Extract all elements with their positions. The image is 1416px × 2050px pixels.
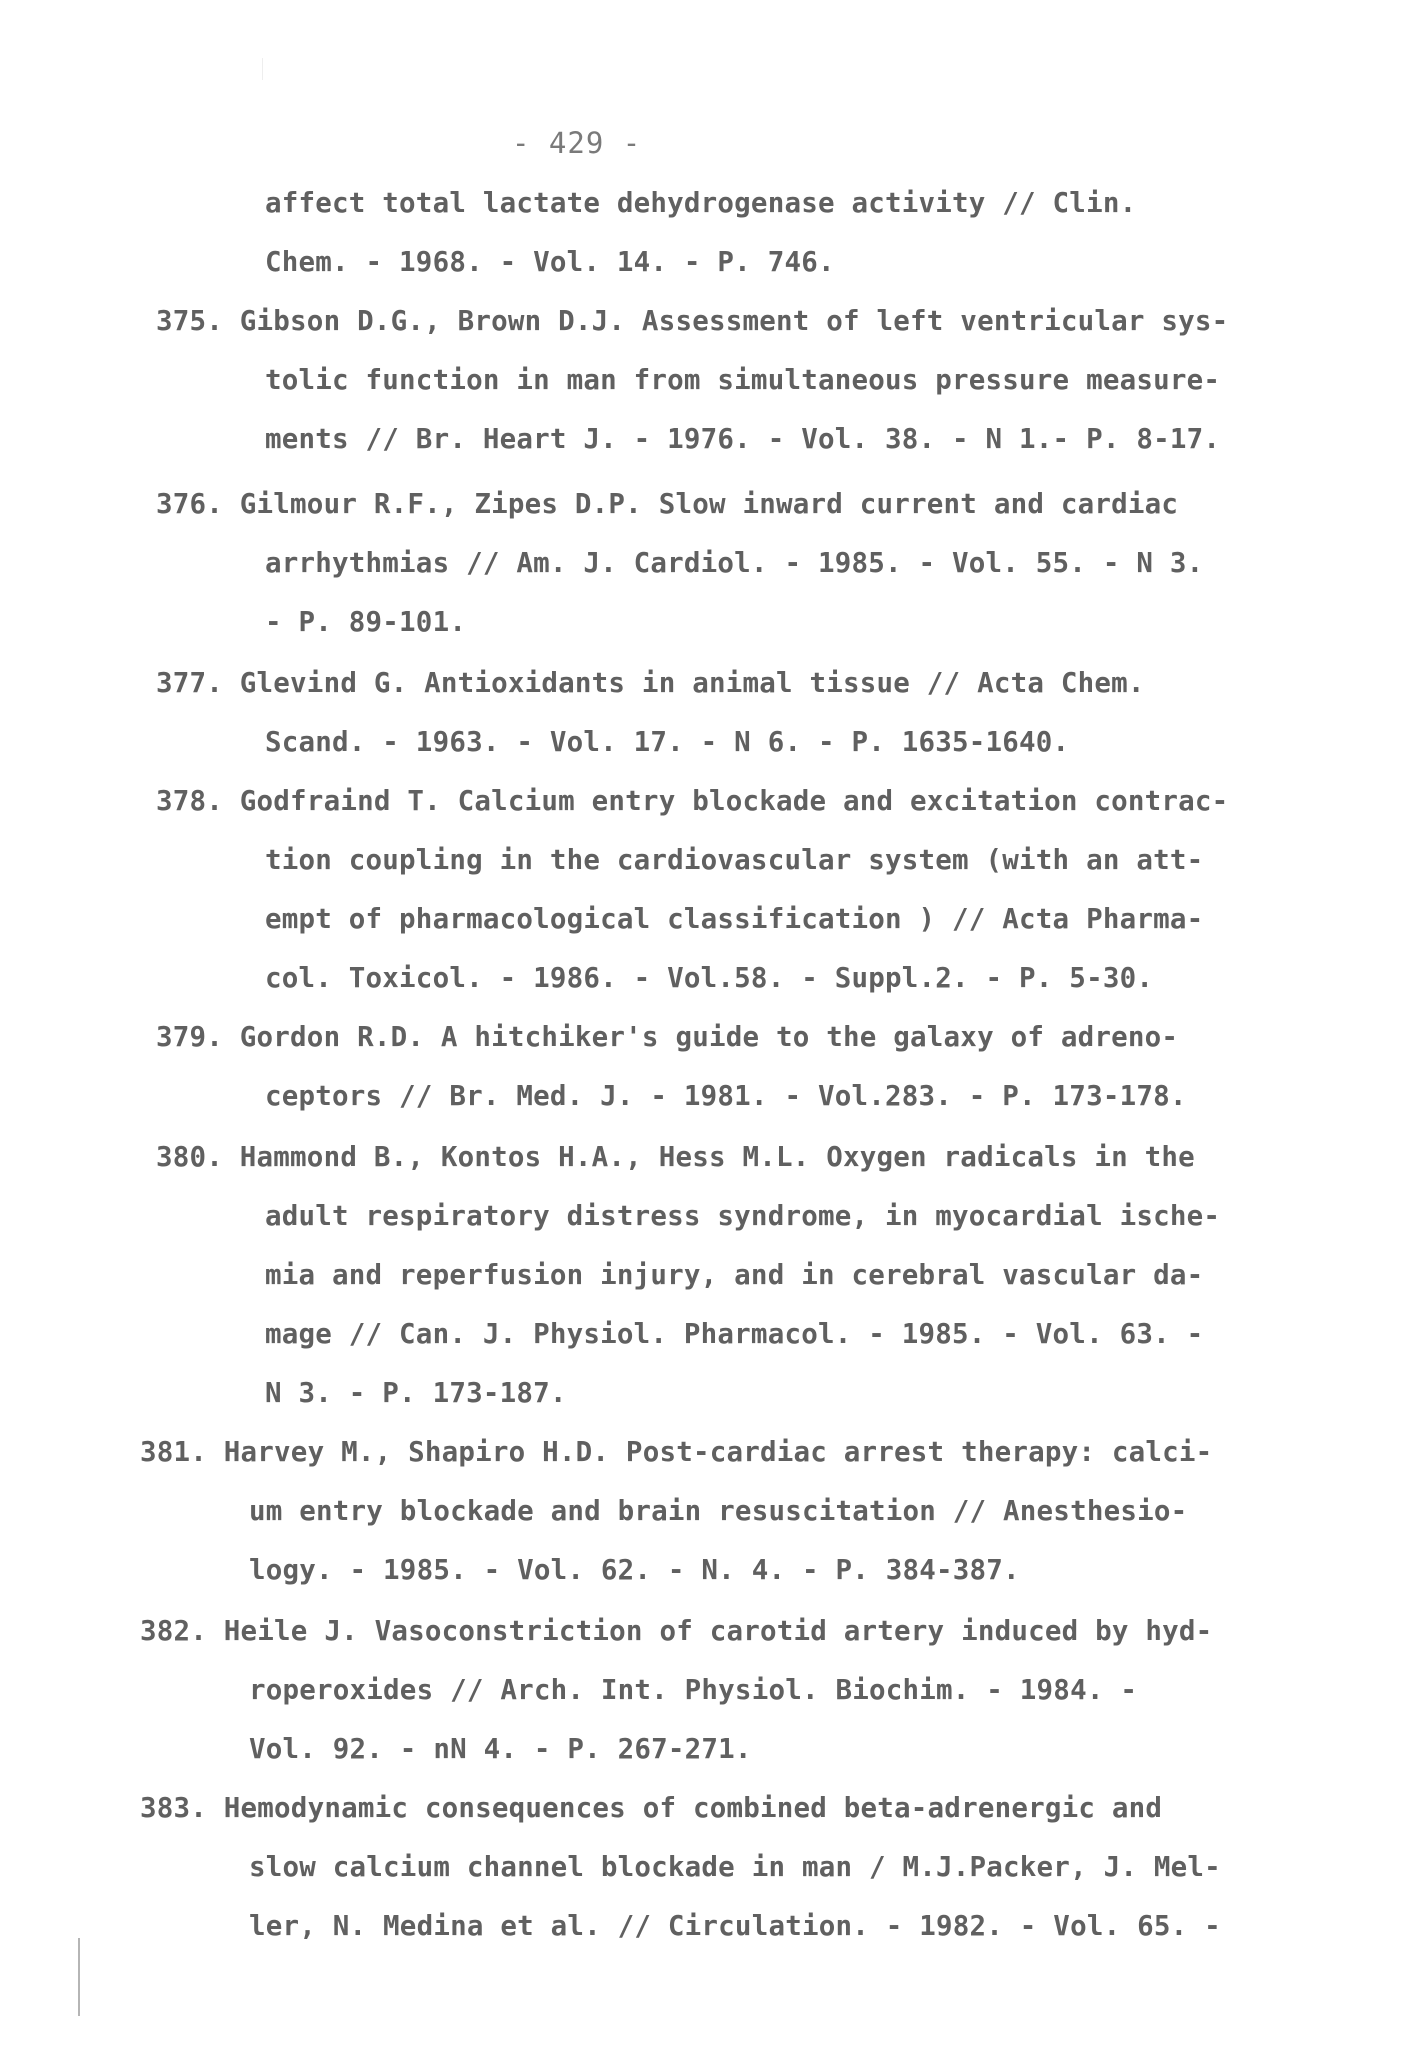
text-line: empt of pharmacological classification ) // Acta Pharma- xyxy=(265,903,1204,935)
reference-381: 381. Harvey M., Shapiro H.D. Post-cardiac arrest therapy: calci- xyxy=(140,1436,1213,1468)
text-line: arrhythmias // Am. J. Cardiol. - 1985. - Vol. 55. - N 3. xyxy=(265,547,1204,579)
reference-379: 379. Gordon R.D. A hitchiker's guide to the galaxy of adreno- xyxy=(156,1021,1179,1053)
text-line: um entry blockade and brain resuscitation // Anesthesio- xyxy=(249,1495,1188,1527)
text-line: logy. - 1985. - Vol. 62. - N. 4. - P. 384-387. xyxy=(249,1554,1020,1586)
reference-375: 375. Gibson D.G., Brown D.J. Assessment of left ventricular sys- xyxy=(156,305,1229,337)
text-line: ments // Br. Heart J. - 1976. - Vol. 38. - N 1.- P. 8-17. xyxy=(265,423,1221,455)
binding-edge-line xyxy=(78,1938,80,2016)
text-line: ceptors // Br. Med. J. - 1981. - Vol.283. - P. 173-178. xyxy=(265,1080,1187,1112)
text-line: Scand. - 1963. - Vol. 17. - N 6. - P. 1635-1640. xyxy=(265,726,1070,758)
reference-376: 376. Gilmour R.F., Zipes D.P. Slow inward current and cardiac xyxy=(156,488,1179,520)
reference-383: 383. Hemodynamic consequences of combined beta-adrenergic and xyxy=(140,1792,1163,1824)
text-line: tolic function in man from simultaneous pressure measure- xyxy=(265,364,1221,396)
reference-377: 377. Glevind G. Antioxidants in animal tissue // Acta Chem. xyxy=(156,667,1145,699)
scan-artifact xyxy=(262,58,281,80)
text-line: ler, N. Medina et al. // Circulation. - 1982. - Vol. 65. - xyxy=(249,1910,1221,1942)
text-line: roperoxides // Arch. Int. Physiol. Biochim. - 1984. - xyxy=(249,1674,1138,1706)
reference-382: 382. Heile J. Vasoconstriction of carotid artery induced by hyd- xyxy=(140,1615,1213,1647)
text-line: mage // Can. J. Physiol. Pharmacol. - 1985. - Vol. 63. - xyxy=(265,1318,1204,1350)
page-number: - 429 - xyxy=(512,126,642,160)
text-line: adult respiratory distress syndrome, in myocardial ische- xyxy=(265,1200,1221,1232)
text-line: Vol. 92. - nN 4. - P. 267-271. xyxy=(249,1733,752,1765)
text-line: - P. 89-101. xyxy=(265,606,467,638)
text-line: tion coupling in the cardiovascular system (with an att- xyxy=(265,844,1204,876)
text-line: affect total lactate dehydrogenase activity // Clin. xyxy=(265,187,1137,219)
text-line: Chem. - 1968. - Vol. 14. - P. 746. xyxy=(265,246,835,278)
text-line: N 3. - P. 173-187. xyxy=(265,1377,567,1409)
text-line: col. Toxicol. - 1986. - Vol.58. - Suppl.2. - P. 5-30. xyxy=(265,962,1154,994)
text-line: mia and reperfusion injury, and in cerebral vascular da- xyxy=(265,1259,1204,1291)
text-line: slow calcium channel blockade in man / M.J.Packer, J. Mel- xyxy=(249,1851,1221,1883)
reference-380: 380. Hammond B., Kontos H.A., Hess M.L. Oxygen radicals in the xyxy=(156,1141,1195,1173)
reference-378: 378. Godfraind T. Calcium entry blockade and excitation contrac- xyxy=(156,785,1229,817)
